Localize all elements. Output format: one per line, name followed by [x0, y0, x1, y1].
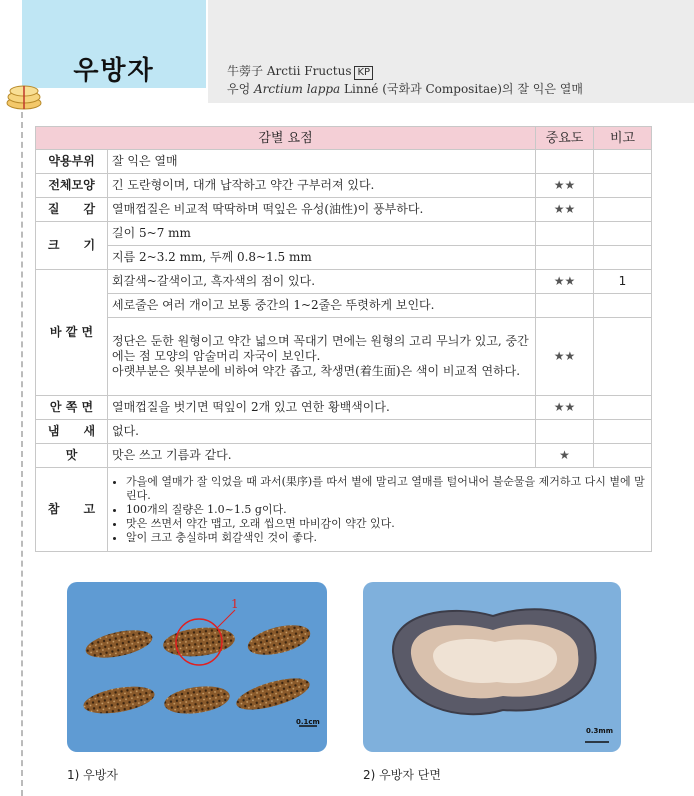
- importance-stars: ★★: [536, 198, 594, 222]
- list-item: • 알이 크고 충실하며 회갈색인 것이 좋다.: [126, 531, 647, 545]
- seed-6: [233, 672, 313, 716]
- row-label: 약용부위: [36, 150, 108, 174]
- row-text: 세로줄은 여러 개이고 보통 중간의 1~2줄은 뚜렷하게 보인다.: [108, 294, 536, 318]
- row-label: 안 쪽 면: [36, 396, 108, 420]
- importance-stars: ★★: [536, 270, 594, 294]
- row-label: 맛: [36, 444, 108, 468]
- reference-notes: [108, 468, 652, 552]
- latin-name: [227, 62, 373, 80]
- scale-label: 0.3mm: [586, 727, 613, 735]
- table-row: [36, 468, 652, 552]
- row-text: [108, 318, 536, 396]
- row-text: 길이 5~7 mm: [108, 222, 536, 246]
- table-row: [36, 150, 652, 174]
- list-item: • 100개의 질량은 1.0~1.5 g이다.: [126, 503, 647, 517]
- callout-number: 1: [231, 597, 239, 611]
- row-text: 긴 도란형이며, 대개 납작하고 약간 구부러져 있다.: [108, 174, 536, 198]
- reference-list: [112, 473, 647, 547]
- cross-section-illustration: [363, 582, 621, 752]
- table-row: [36, 444, 652, 468]
- source-species: Arctium lappa: [254, 82, 341, 96]
- note-ref: 1: [594, 270, 652, 294]
- photo-caption: 2) 우방자 단면: [363, 768, 441, 782]
- table-row: [36, 198, 652, 222]
- seed-5: [163, 683, 232, 718]
- table-row: [36, 270, 652, 294]
- seed-1: [83, 625, 155, 663]
- row-label: 전체모양: [36, 174, 108, 198]
- header-key-points: 감별 요점: [36, 127, 536, 150]
- margin-rule: [21, 112, 23, 796]
- header-note: 비고: [594, 127, 652, 150]
- title-box: [22, 0, 206, 88]
- row-text: 없다.: [108, 420, 536, 444]
- table-row: [36, 420, 652, 444]
- importance-stars: ★: [536, 444, 594, 468]
- seed-photo: [67, 582, 327, 752]
- row-text: 잘 익은 열매: [108, 150, 536, 174]
- seed-illustration: [67, 582, 327, 752]
- photo-caption: 1) 우방자: [67, 768, 118, 782]
- list-item: • 가을에 열매가 잘 익었을 때 과서(果序)를 따서 볕에 말리고 열매를 털어내어 불순물을 제거하고 다시 볕에 말린다.: [126, 475, 647, 503]
- list-item: • 맛은 쓰면서 약간 맵고, 오래 씹으면 마비감이 약간 있다.: [126, 517, 647, 531]
- row-text: 맛은 쓰고 기름과 같다.: [108, 444, 536, 468]
- table-row: [36, 294, 652, 318]
- seed-2: [162, 624, 237, 659]
- row-label: 냄 새: [36, 420, 108, 444]
- table-row: [36, 246, 652, 270]
- callout-line: [217, 610, 235, 628]
- row-label: 질 감: [36, 198, 108, 222]
- importance-stars: ★★: [536, 396, 594, 420]
- row-label: 크 기: [36, 222, 108, 270]
- seed-3: [245, 620, 313, 661]
- identification-table: [35, 126, 652, 552]
- cross-section-photo: [363, 582, 621, 752]
- scale-label: 0.1cm: [296, 718, 320, 726]
- row-text: 열매껍질은 비교적 딱딱하며 떡잎은 유성(油性)이 풍부하다.: [108, 198, 536, 222]
- table-row: [36, 396, 652, 420]
- table-row: [36, 318, 652, 396]
- source-prefix: 우엉: [227, 82, 254, 96]
- table-row: [36, 222, 652, 246]
- row-text: 회갈색~갈색이고, 흑자색의 점이 있다.: [108, 270, 536, 294]
- importance-stars: ★★: [536, 318, 594, 396]
- importance-stars: ★★: [536, 174, 594, 198]
- source-suffix: Linné (국화과 Compositae)의 잘 익은 열매: [340, 82, 583, 96]
- source-description: [227, 80, 583, 97]
- row-text-a: 정단은 둔한 원형이고 약간 넓으며 꼭대기 면에는 원형의 고리 무늬가 있고, 중간에는 점 모양의 암술머리 자국이 보인다.: [112, 334, 529, 363]
- page-title: 우방자: [73, 56, 155, 86]
- row-text: 열매껍질을 벗기면 떡잎이 2개 있고 연한 황백색이다.: [108, 396, 536, 420]
- latin-line: 牛蒡子 Arctii Fructus: [227, 64, 352, 78]
- table-row: [36, 174, 652, 198]
- row-text-b: 아랫부분은 윗부분에 비하여 약간 좁고, 착생면(着生面)은 색이 비교적 연하다.: [112, 364, 521, 378]
- row-text: 지름 2~3.2 mm, 두께 0.8~1.5 mm: [108, 246, 536, 270]
- kp-badge: KP: [354, 66, 373, 80]
- header-importance: 중요도: [536, 127, 594, 150]
- seed-4: [81, 682, 156, 718]
- row-label: 참 고: [36, 468, 108, 552]
- row-label: 바 깥 면: [36, 270, 108, 396]
- herb-bundle-icon: [4, 84, 44, 110]
- table-header: [36, 127, 652, 150]
